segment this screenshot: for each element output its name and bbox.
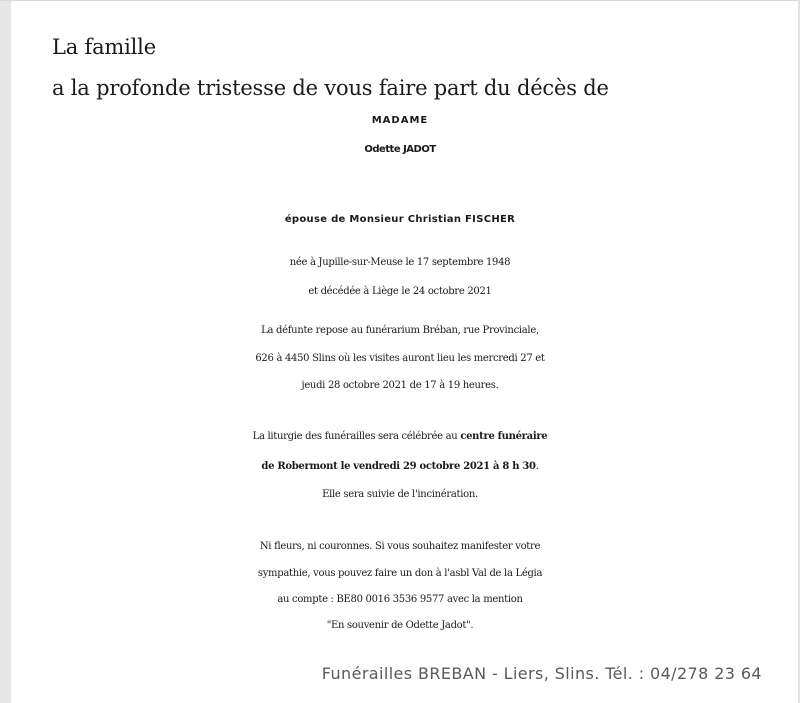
honorific-title: MADAME (371, 115, 429, 126)
liturgy-line-2-end: . (535, 461, 539, 472)
spouse-line: épouse de Monsieur Christian FISCHER (284, 214, 516, 225)
flowers-line-3: au compte : BE80 0016 3536 9577 avec la mention (277, 594, 523, 605)
deceased-name: Odette JADOT (364, 144, 436, 155)
intro-family: La famille (52, 35, 156, 59)
funeral-home-footer: Funérailles BREBAN - Liers, Slins. Tél. : 04/278 23 64 (321, 664, 762, 683)
flowers-line-4: "En souvenir de Odette Jadot". (326, 620, 474, 631)
liturgy-line-1 (0, 431, 800, 442)
flowers-line-1: Ni fleurs, ni couronnes. Si vous souhaitez manifester votre (259, 541, 541, 552)
death-line: et décédée à Liège le 24 octobre 2021 (308, 286, 492, 297)
liturgy-line-2 (0, 461, 800, 472)
liturgy-date-bold: de Robermont le vendredi 29 octobre 2021 à 8 h 30 (261, 461, 536, 472)
cremation-line: Elle sera suivie de l'incinération. (322, 489, 478, 500)
flowers-line-2: sympathie, vous pouvez faire un don à l'asbl Val de la Légia (257, 568, 543, 579)
birth-line: née à Jupille-sur-Meuse le 17 septembre 1948 (289, 257, 511, 268)
repose-line-1: La défunte repose au funérarium Bréban, rue Provinciale, (261, 325, 539, 336)
intro-announcement: a la profonde tristesse de vous faire part du décès de (52, 76, 609, 100)
liturgy-line-1-text: La liturgie des funérailles sera célébrée au (252, 431, 461, 442)
repose-line-3: jeudi 28 octobre 2021 de 17 à 19 heures. (301, 380, 499, 391)
repose-line-2: 626 à 4450 Slins où les visites auront lieu les mercredi 27 et (255, 353, 545, 364)
liturgy-venue-bold: centre funéraire (460, 431, 548, 442)
